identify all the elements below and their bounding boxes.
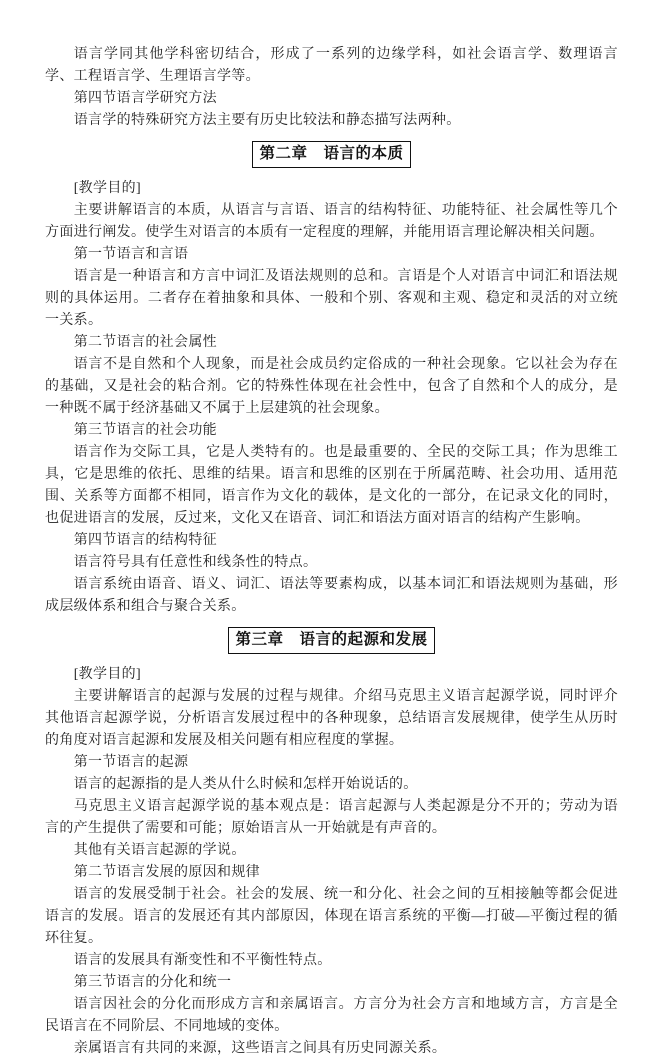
paragraph: 第三节语言的分化和统一 [73, 975, 232, 990]
chapter-heading-row [45, 627, 618, 654]
paragraph: 其他有关语言起源的学说。 [73, 843, 246, 858]
paragraph: 马克思主义语言起源学说的基本观点是：语言起源与人类起源是分不开的；劳动为语言的产生提供了需要和可能；原始语言从一开始就是有声音的。 [45, 799, 618, 836]
chapter-title-box: 第三章 语言的起源和发展 [228, 627, 434, 654]
paragraph: 第一节语言的起源 [73, 755, 189, 770]
paragraph: 语言因社会的分化而形成方言和亲属语言。方言分为社会方言和地域方言，方言是全民语言在不同阶层、不同地域的变体。 [45, 997, 618, 1034]
paragraph: 语言的发展具有渐变性和不平衡性特点。 [73, 953, 332, 968]
chapter-title-box: 第二章 语言的本质 [252, 141, 410, 168]
paragraph: [教学目的] [73, 181, 141, 196]
paragraph: 第二节语言的社会属性 [73, 335, 217, 350]
paragraph: 语言系统由语音、语义、词汇、语法等要素构成，以基本词汇和语法规则为基础，形成层级体系和组合与聚合关系。 [45, 577, 618, 614]
chapter-heading-row [45, 141, 618, 168]
paragraph: [教学目的] [73, 667, 141, 682]
paragraph: 主要讲解语言的本质，从语言与言语、语言的结构特征、功能特征、社会属性等几个方面进行阐发。使学生对语言的本质有一定程度的理解，并能用语言理论解决相关问题。 [45, 203, 618, 240]
paragraph: 亲属语言有共同的来源，这些语言之间具有历史同源关系。 [73, 1041, 447, 1056]
paragraph: 语言作为交际工具，它是人类特有的。也是最重要的、全民的交际工具；作为思维工具，它是思维的依托、思维的结果。语言和思维的区别在于所属范畴、社会功用、适用范围、关系等方面都不相同，语言作为文化的载体，是文化的一部分，在记录文化的同时，也促进语言的发展，反过来，文化又在语音、词汇和语法方面对语言的结构产生影响。 [45, 445, 618, 526]
paragraph: 语言符号具有任意性和线条性的特点。 [73, 555, 318, 570]
paragraph: 第一节语言和言语 [73, 247, 189, 262]
paragraph: 主要讲解语言的起源与发展的过程与规律。介绍马克思主义语言起源学说，同时评介其他语言起源学说，分析语言发展过程中的各种现象，总结语言发展规律，使学生从历时的角度对语言起源和发展及相关问题有相应程度的掌握。 [45, 689, 618, 748]
paragraph: 语言的起源指的是人类从什么时候和怎样开始说话的。 [73, 777, 418, 792]
paragraph: 语言是一种语言和方言中词汇及语法规则的总和。言语是个人对语言中词汇和语法规则的具体运用。二者存在着抽象和具体、一般和个别、客观和主观、稳定和灵活的对立统一关系。 [45, 269, 618, 328]
paragraph: 语言学的特殊研究方法主要有历史比较法和静态描写法两种。 [73, 113, 461, 128]
paragraph: 语言不是自然和个人现象，而是社会成员约定俗成的一种社会现象。它以社会为存在的基础，又是社会的粘合剂。它的特殊性体现在社会性中，包含了自然和个人的成分，是一种既不属于经济基础又不属于上层建筑的社会现象。 [45, 357, 618, 416]
paragraph: 第四节语言的结构特征 [73, 533, 217, 548]
document-body [45, 44, 618, 1060]
paragraph: 语言学同其他学科密切结合，形成了一系列的边缘学科，如社会语言学、数理语言学、工程语言学、生理语言学等。 [45, 47, 618, 84]
paragraph: 第三节语言的社会功能 [73, 423, 217, 438]
paragraph: 语言的发展受制于社会。社会的发展、统一和分化、社会之间的互相接触等都会促进语言的发展。语言的发展还有其内部原因，体现在语言系统的平衡—打破—平衡过程的循环往复。 [45, 887, 618, 946]
paragraph: 第四节语言学研究方法 [73, 91, 217, 106]
paragraph: 第二节语言发展的原因和规律 [73, 865, 260, 880]
